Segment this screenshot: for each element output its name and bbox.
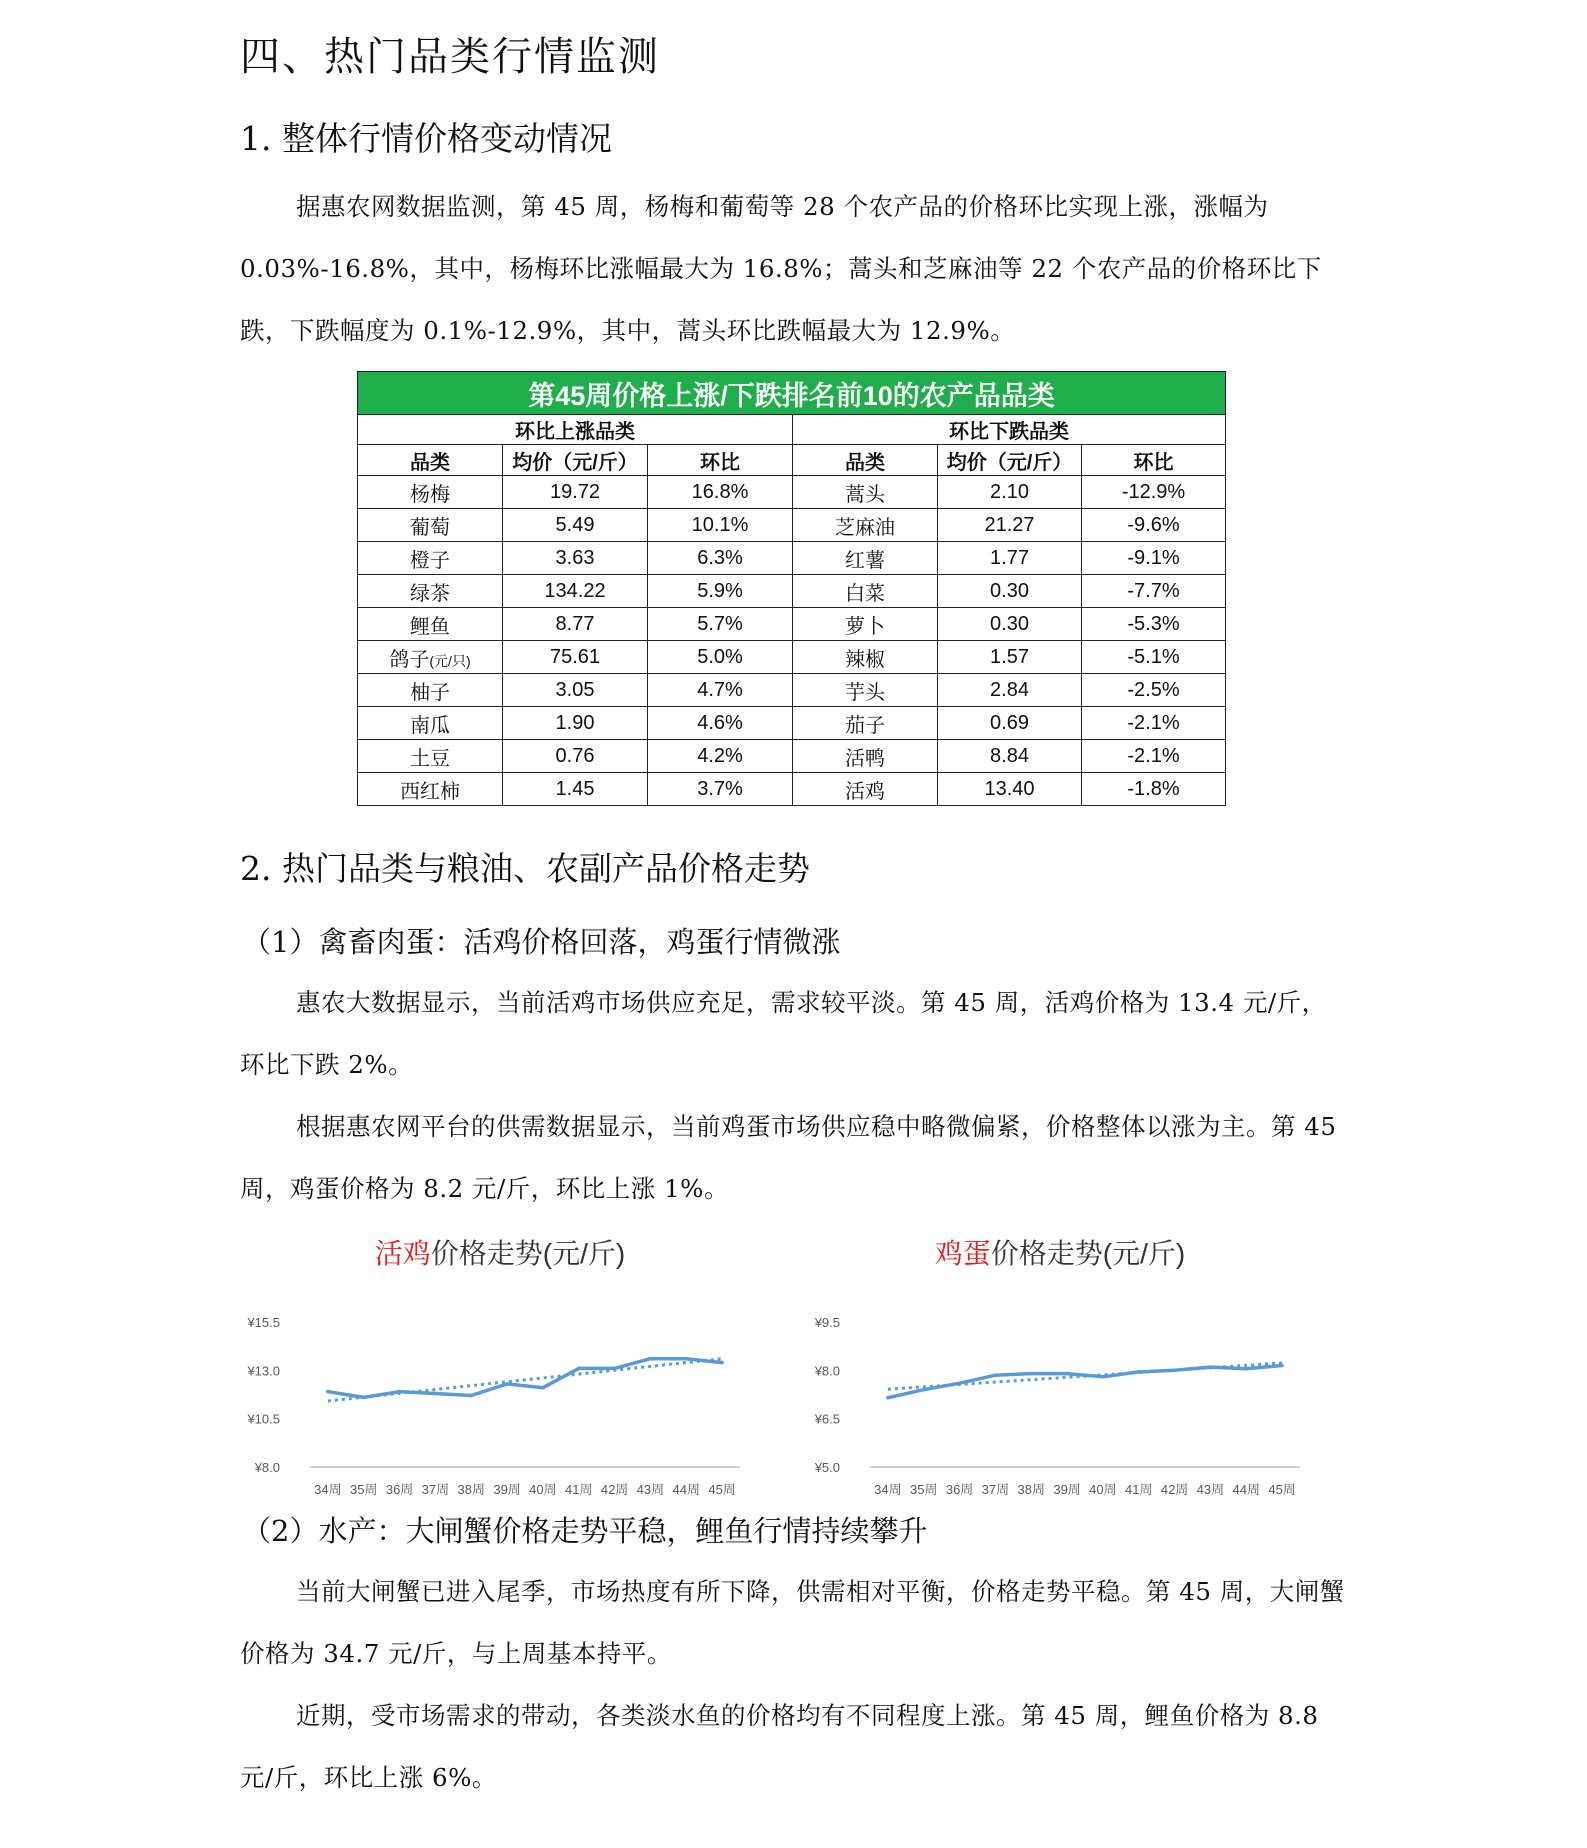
chart-title: 活鸡价格走势(元/斤) (374, 1238, 626, 1269)
paragraph-overall: 据惠农网数据监测，第 45 周，杨梅和葡萄等 28 个农产品的价格环比实现上涨，涨幅为 0.03%-16.8%，其中，杨梅环比涨幅最大为 16.8%；蒿头和芝麻油等 22 个农产品的价格环比下跌，下跌幅度为 0.1%-12.9%，其中，蒿头环比跌幅最大为 12.9%。 (240, 192, 1322, 345)
cell-up-name: 鲤鱼 (358, 608, 503, 641)
table-title: 第45周价格上涨/下跌排名前10的农产品品类 (358, 372, 1226, 415)
data-point (994, 1373, 998, 1377)
group-up-header: 环比上涨品类 (358, 415, 793, 445)
cell-up-price: 0.76 (503, 740, 648, 773)
unit-note: (元/只) (429, 652, 471, 669)
col-header-down-name: 品类 (793, 445, 938, 476)
x-tick-label: 45周 (1268, 1482, 1296, 1497)
x-tick-label: 39周 (1053, 1482, 1081, 1497)
cell-up-name: 土豆 (358, 740, 503, 773)
data-point (541, 1386, 545, 1390)
data-point (1173, 1369, 1177, 1373)
cell-down-price: 21.27 (938, 509, 1082, 542)
x-tick-label: 40周 (529, 1482, 557, 1497)
data-point (958, 1381, 962, 1385)
live-chicken-price-chart (240, 1232, 760, 1502)
cell-down-pct: -9.6% (1082, 509, 1226, 542)
data-point (613, 1367, 617, 1371)
x-tick-label: 43周 (1196, 1482, 1225, 1497)
data-point (505, 1382, 509, 1386)
x-tick-label: 35周 (910, 1482, 938, 1497)
x-tick-label: 44周 (1232, 1482, 1260, 1497)
cell-down-name: 蒿头 (793, 476, 938, 509)
cell-up-pct: 4.2% (648, 740, 793, 773)
data-point (1137, 1370, 1141, 1374)
paragraph-live-chicken: 惠农大数据显示，当前活鸡市场供应充足，需求较平淡。第 45 周，活鸡价格为 13.4 元/斤，环比下跌 2%。 (240, 988, 1327, 1079)
y-tick-label: ¥8.0 (254, 1460, 280, 1475)
y-tick-label: ¥5.0 (814, 1460, 840, 1475)
cell-up-pct: 5.9% (648, 575, 793, 608)
cell-up-pct: 10.1% (648, 509, 793, 542)
data-point (922, 1388, 926, 1392)
cell-down-name: 活鸡 (793, 773, 938, 806)
data-point (398, 1390, 402, 1394)
cell-up-name: 橙子 (358, 542, 503, 575)
x-tick-label: 35周 (350, 1482, 378, 1497)
col-header-up-price: 均价（元/斤） (503, 445, 648, 476)
col-header-down-price: 均价（元/斤） (938, 445, 1082, 476)
paragraph-egg: 根据惠农网平台的供需数据显示，当前鸡蛋市场供应稳中略微偏紧，价格整体以涨为主。第 45 周，鸡蛋价格为 8.2 元/斤，环比上涨 1%。 (240, 1112, 1337, 1203)
table-row (358, 575, 1226, 608)
cell-down-pct: -5.1% (1082, 641, 1226, 674)
section-title: 四、热门品类行情监测 (240, 34, 660, 80)
cell-down-pct: -7.7% (1082, 575, 1226, 608)
x-tick-label: 38周 (457, 1482, 485, 1497)
cell-down-name: 萝卜 (793, 608, 938, 641)
series-line (888, 1366, 1282, 1398)
cell-up-name: 鸽子(元/只) (358, 641, 503, 674)
table-row (358, 509, 1226, 542)
y-tick-label: ¥9.5 (814, 1315, 840, 1330)
cell-down-pct: -2.1% (1082, 707, 1226, 740)
cell-down-pct: -12.9% (1082, 476, 1226, 509)
egg-price-chart (800, 1232, 1320, 1502)
cell-down-price: 1.57 (938, 641, 1082, 674)
x-tick-label: 37周 (981, 1482, 1010, 1497)
cell-down-name: 芝麻油 (793, 509, 938, 542)
x-tick-label: 36周 (385, 1482, 414, 1497)
cell-down-price: 0.69 (938, 707, 1082, 740)
cell-up-name: 西红柿 (358, 773, 503, 806)
cell-up-pct: 3.7% (648, 773, 793, 806)
cell-down-name: 芋头 (793, 674, 938, 707)
cell-down-price: 1.77 (938, 542, 1082, 575)
x-tick-label: 42周 (1160, 1482, 1189, 1497)
data-point (1101, 1375, 1105, 1379)
table-row (358, 674, 1226, 707)
data-point (1209, 1365, 1213, 1369)
y-tick-label: ¥8.0 (814, 1363, 840, 1379)
x-tick-label: 43周 (636, 1482, 665, 1497)
cell-up-pct: 6.3% (648, 542, 793, 575)
cell-up-name: 柚子 (358, 674, 503, 707)
y-tick-label: ¥10.5 (247, 1411, 280, 1427)
cell-down-pct: -2.5% (1082, 674, 1226, 707)
data-point (684, 1357, 688, 1361)
cell-up-pct: 4.7% (648, 674, 793, 707)
data-point (1065, 1372, 1069, 1376)
data-point (720, 1361, 724, 1365)
y-tick-label: ¥13.0 (247, 1363, 280, 1379)
live-chicken-chart-svg (240, 1232, 760, 1502)
table-row (358, 608, 1226, 641)
cell-down-price: 2.84 (938, 674, 1082, 707)
data-point (1280, 1364, 1284, 1368)
x-tick-label: 38周 (1017, 1482, 1045, 1497)
cell-up-pct: 4.6% (648, 707, 793, 740)
cell-up-price: 1.45 (503, 773, 648, 806)
cell-down-name: 红薯 (793, 542, 938, 575)
cell-up-pct: 16.8% (648, 476, 793, 509)
paragraph-carp: 近期，受市场需求的带动，各类淡水鱼的价格均有不同程度上涨。第 45 周，鲤鱼价格为 8.8 元/斤，环比上涨 6%。 (240, 1701, 1319, 1792)
x-tick-label: 41周 (565, 1482, 593, 1497)
subsection-2-title: 2. 热门品类与粮油、农副产品价格走势 (240, 849, 810, 888)
data-point (469, 1394, 473, 1398)
cell-down-pct: -9.1% (1082, 542, 1226, 575)
table-row (358, 542, 1226, 575)
table-row (358, 476, 1226, 509)
data-point (577, 1367, 581, 1371)
x-tick-label: 42周 (600, 1482, 629, 1497)
cell-up-price: 75.61 (503, 641, 648, 674)
x-tick-label: 44周 (672, 1482, 700, 1497)
cell-down-price: 0.30 (938, 575, 1082, 608)
x-tick-label: 37周 (421, 1482, 450, 1497)
group-down-header: 环比下跌品类 (793, 415, 1226, 445)
data-point (1244, 1367, 1248, 1371)
egg-chart-svg (800, 1232, 1320, 1502)
data-point (326, 1390, 330, 1394)
x-tick-label: 39周 (493, 1482, 521, 1497)
cell-down-name: 茄子 (793, 707, 938, 740)
cell-up-name: 杨梅 (358, 476, 503, 509)
col-header-up-pct: 环比 (648, 445, 793, 476)
cell-up-price: 3.05 (503, 674, 648, 707)
part-2-title: （2）水产：大闸蟹价格走势平稳，鲤鱼行情持续攀升 (242, 1514, 928, 1548)
data-point (434, 1392, 438, 1396)
part-1-title: （1）禽畜肉蛋：活鸡价格回落，鸡蛋行情微涨 (242, 925, 841, 959)
table-row (358, 641, 1226, 674)
cell-down-pct: -5.3% (1082, 608, 1226, 641)
cell-down-price: 2.10 (938, 476, 1082, 509)
x-tick-label: 41周 (1125, 1482, 1153, 1497)
cell-down-name: 辣椒 (793, 641, 938, 674)
data-point (649, 1357, 653, 1361)
cell-up-pct: 5.0% (648, 641, 793, 674)
cell-down-pct: -1.8% (1082, 773, 1226, 806)
x-tick-label: 36周 (945, 1482, 974, 1497)
cell-down-name: 活鸭 (793, 740, 938, 773)
price-ranking-table (357, 371, 1225, 806)
cell-up-price: 8.77 (503, 608, 648, 641)
table-row (358, 707, 1226, 740)
cell-up-name: 绿茶 (358, 575, 503, 608)
x-tick-label: 45周 (708, 1482, 736, 1497)
x-tick-label: 34周 (874, 1482, 902, 1497)
table-row (358, 740, 1226, 773)
cell-down-price: 13.40 (938, 773, 1082, 806)
cell-up-price: 5.49 (503, 509, 648, 542)
data-point (1029, 1372, 1033, 1376)
cell-up-price: 3.63 (503, 542, 648, 575)
cell-down-name: 白菜 (793, 575, 938, 608)
subsection-1-title: 1. 整体行情价格变动情况 (240, 119, 612, 158)
chart-title: 鸡蛋价格走势(元/斤) (934, 1238, 1186, 1269)
paragraph-hairy-crab: 当前大闸蟹已进入尾季，市场热度有所下降，供需相对平衡，价格走势平稳。第 45 周，大闸蟹价格为 34.7 元/斤，与上周基本持平。 (240, 1577, 1345, 1668)
data-point (362, 1396, 366, 1400)
cell-up-price: 1.90 (503, 707, 648, 740)
cell-up-name: 南瓜 (358, 707, 503, 740)
data-point (886, 1396, 890, 1400)
cell-down-pct: -2.1% (1082, 740, 1226, 773)
col-header-down-pct: 环比 (1082, 445, 1226, 476)
cell-up-price: 19.72 (503, 476, 648, 509)
x-tick-label: 34周 (314, 1482, 342, 1497)
y-tick-label: ¥15.5 (247, 1315, 280, 1330)
cell-up-price: 134.22 (503, 575, 648, 608)
table-row (358, 773, 1226, 806)
cell-down-price: 0.30 (938, 608, 1082, 641)
col-header-up-name: 品类 (358, 445, 503, 476)
cell-up-name: 葡萄 (358, 509, 503, 542)
x-tick-label: 40周 (1089, 1482, 1117, 1497)
cell-down-price: 8.84 (938, 740, 1082, 773)
y-tick-label: ¥6.5 (814, 1411, 840, 1427)
cell-up-pct: 5.7% (648, 608, 793, 641)
